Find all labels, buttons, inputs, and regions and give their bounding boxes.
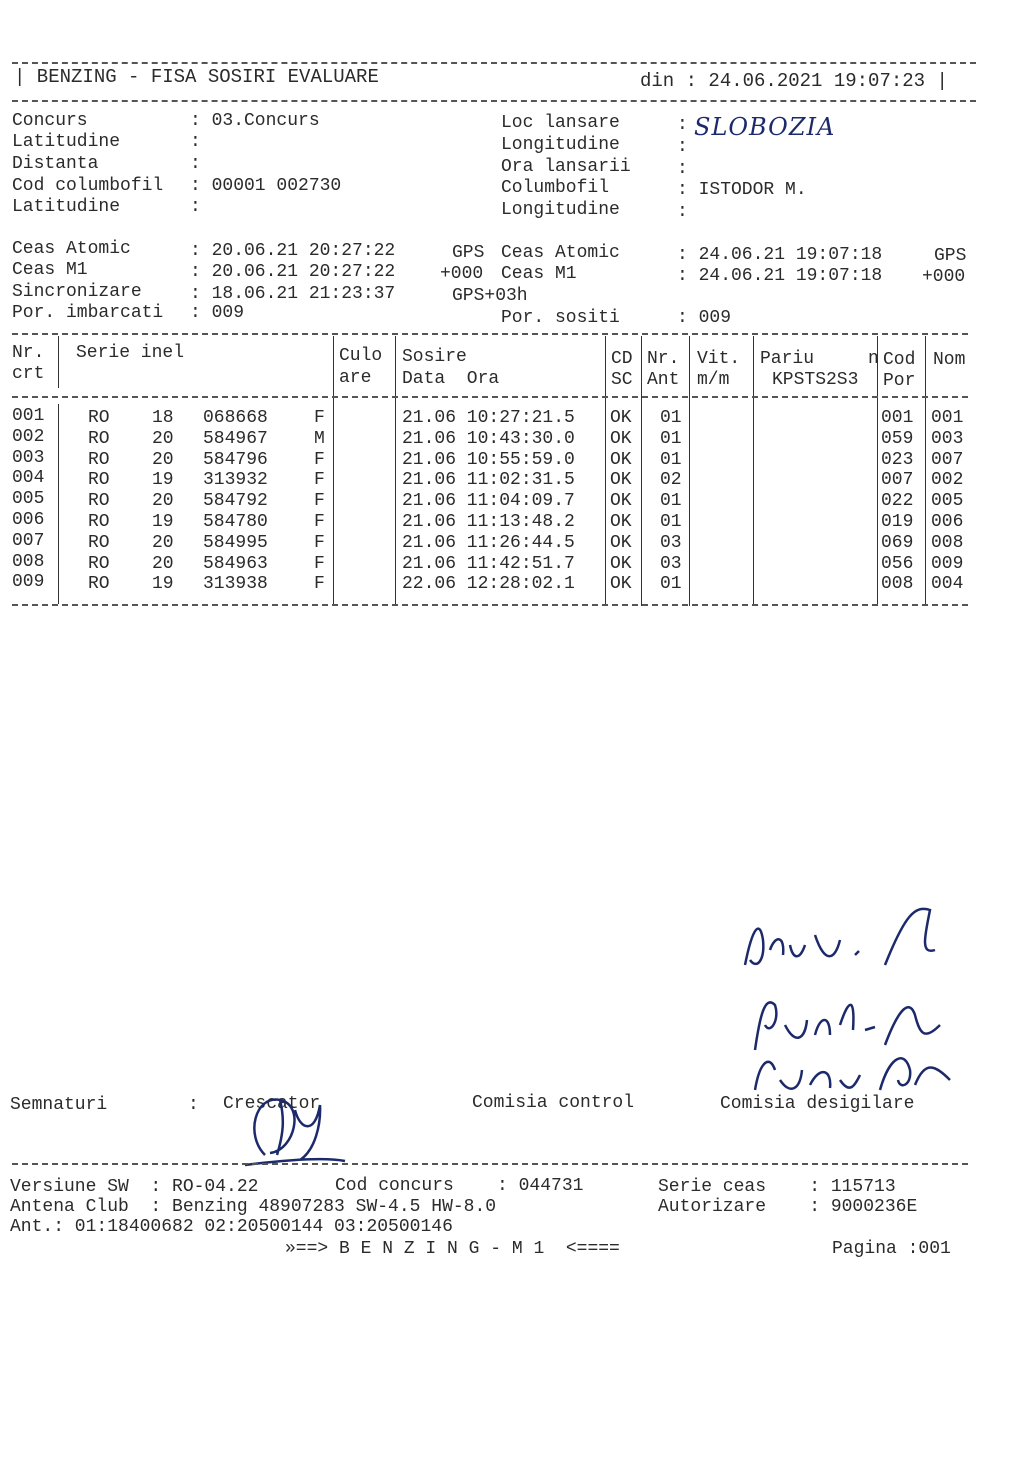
row-ring: 584792 [203,491,268,512]
info-label: Distanta [12,154,99,174]
row-year: 20 [152,553,174,574]
clock-label: Por. sositi [501,308,620,328]
info-value: : [677,137,688,157]
info-label: Latitudine [12,197,121,217]
header-top-rule [12,62,976,64]
footer-cod-concurs: Cod concurs : 044731 [335,1176,584,1196]
col-separator [925,336,926,606]
row-cod-por: 007 [881,470,914,491]
row-arrival: 21.06 10:27:21.5 [402,408,575,428]
row-ring: 584963 [203,553,268,574]
clock-value: : 18.06.21 21:23:37 [190,284,396,304]
clock-suffix: +000 [922,267,966,287]
clock-suffix: GPS [934,246,967,266]
row-arrival: 21.06 10:43:30.0 [402,428,575,449]
row-antenna: 01 [660,408,682,428]
info-label: Cod columbofil [12,176,164,196]
header-sosire-1: Sosire [402,347,467,367]
table-top-rule [12,333,968,335]
row-arrival: 22.06 12:28:02.1 [402,574,575,595]
info-label: Loc lansare [501,113,620,133]
header-cdsc-1: CD [611,349,633,369]
row-cod-por: 059 [881,428,914,449]
clock-value: : 009 [190,303,245,323]
clock-value: : 24.06.21 19:07:18 [677,245,883,265]
info-value: : [190,154,201,174]
row-nom: 007 [931,449,964,470]
row-nr: 008 [12,551,45,572]
header-pariu-1: Pariu n [760,349,879,369]
col-separator [395,336,396,606]
col-separator [689,336,690,606]
header-nr-2: crt [12,364,45,384]
header-culoare-1: Culo [339,346,383,366]
row-antenna: 01 [660,574,682,595]
col-separator [877,336,878,606]
info-label: Columbofil [501,178,610,198]
committee-signature-3 [740,1040,960,1100]
row-country: RO [88,449,110,470]
row-antenna: 03 [660,532,682,553]
row-year: 20 [152,491,174,512]
row-cdsc: OK [610,408,632,428]
report-title: | BENZING - FISA SOSIRI EVALUARE [14,66,379,88]
clock-label: Por. imbarcati [12,303,164,323]
row-country: RO [88,532,110,553]
clock-label: Ceas M1 [501,264,577,284]
info-value: : [677,115,688,135]
col-separator [605,336,606,606]
clock-suffix: GPS [452,243,485,263]
crescator-label: Crescator [223,1094,321,1114]
row-cod-por: 001 [881,408,914,428]
col-separator [641,336,642,606]
row-country: RO [88,428,110,449]
row-sex: F [314,449,325,470]
info-label: Concurs [12,111,88,131]
header-nom: Nom [933,350,966,370]
row-cod-por: 069 [881,532,914,553]
row-year: 20 [152,428,174,449]
header-nrant-2: Ant [647,370,680,390]
info-label: Latitudine [12,132,121,152]
clock-value: : 20.06.21 20:27:22 [190,241,396,261]
row-cod-por: 023 [881,449,914,470]
row-cdsc: OK [610,532,632,553]
row-year: 20 [152,449,174,470]
row-ring: 584995 [203,532,268,553]
info-value: : ISTODOR M. [677,180,807,200]
col-separator [753,336,754,606]
row-antenna: 02 [660,470,682,491]
row-ring: 584780 [203,512,268,532]
footer-page: Pagina :001 [832,1239,951,1259]
row-arrival: 21.06 11:04:09.7 [402,491,575,512]
clock-suffix: GPS+03h [452,286,528,306]
row-cod-por: 022 [881,491,914,512]
clock-label: Ceas Atomic [12,239,131,259]
footer-version: Versiune SW : RO-04.22 [10,1177,259,1197]
row-sex: F [314,512,325,532]
row-sex: M [314,428,325,449]
comisia-control-label: Comisia control [472,1093,635,1113]
footer-rule [12,1163,968,1165]
row-cdsc: OK [610,512,632,532]
loc-lansare-handwritten: SLOBOZIA [694,113,836,141]
footer-serie-ceas: Serie ceas : 115713 [658,1177,896,1197]
row-nom: 003 [931,428,964,449]
row-nr: 004 [12,468,45,489]
row-cdsc: OK [610,574,632,595]
row-sex: F [314,574,325,595]
row-sex: F [314,553,325,574]
footer-antennas: Ant.: 01:18400682 02:20500144 03:20500146 [10,1217,453,1237]
row-ring: 313938 [203,574,268,595]
col-separator [58,404,59,604]
row-ring: 068668 [203,408,268,428]
footer-antena-club: Antena Club : Benzing 48907283 SW-4.5 HW-8.0 [10,1197,497,1217]
committee-signature-1 [735,905,955,975]
clock-label: Ceas Atomic [501,243,620,263]
row-nr: 007 [12,530,45,551]
report-date: din : 24.06.2021 19:07:23 | [640,70,948,92]
col-separator [333,336,334,606]
clock-value: : 20.06.21 20:27:22 [190,262,396,282]
row-sex: F [314,408,325,428]
row-country: RO [88,512,110,532]
row-nom: 006 [931,512,964,532]
clock-value: : 009 [677,308,732,328]
row-nr: 006 [12,510,45,530]
row-arrival: 21.06 11:26:44.5 [402,532,575,553]
row-country: RO [88,574,110,595]
header-culoare-2: are [339,368,372,388]
info-label: Longitudine [501,135,620,155]
info-value: : [190,132,201,152]
row-antenna: 01 [660,491,682,512]
signatures-colon: : [188,1095,199,1115]
info-value: : 03.Concurs [190,111,320,131]
row-arrival: 21.06 11:13:48.2 [402,512,575,532]
row-country: RO [88,491,110,512]
row-country: RO [88,470,110,491]
row-year: 19 [152,512,174,532]
row-nom: 009 [931,553,964,574]
row-cdsc: OK [610,470,632,491]
info-value: : 00001 002730 [190,176,342,196]
row-nr: 005 [12,489,45,510]
row-antenna: 01 [660,449,682,470]
row-nr: 003 [12,447,45,468]
row-antenna: 01 [660,512,682,532]
row-arrival: 21.06 10:55:59.0 [402,449,575,470]
header-nr-1: Nr. [12,343,45,363]
row-cdsc: OK [610,449,632,470]
header-vit-2: m/m [697,370,730,390]
row-nr: 001 [12,406,45,426]
header-bottom-rule [12,100,976,102]
info-value: : [677,202,688,222]
row-cod-por: 008 [881,574,914,595]
row-arrival: 21.06 11:02:31.5 [402,470,575,491]
comisia-desigilare-label: Comisia desigilare [720,1094,915,1114]
header-codpor-1: Cod [883,350,916,370]
crescator-signature [225,1075,355,1175]
row-nom: 001 [931,408,964,428]
row-nom: 004 [931,574,964,595]
row-sex: F [314,470,325,491]
row-ring: 313932 [203,470,268,491]
clock-label: Sincronizare [12,282,142,302]
clock-label: Ceas M1 [12,260,88,280]
clock-suffix: +000 [440,264,484,284]
row-year: 20 [152,532,174,553]
row-country: RO [88,553,110,574]
footer-banner: »==> B E N Z I N G - M 1 <==== [285,1239,620,1259]
info-value: : [677,159,688,179]
row-arrival: 21.06 11:42:51.7 [402,553,575,574]
info-label: Ora lansarii [501,157,631,177]
header-pariu-2: KPSTS2S3 [772,370,859,390]
row-nom: 002 [931,470,964,491]
row-cdsc: OK [610,553,632,574]
row-year: 18 [152,408,174,428]
row-year: 19 [152,574,174,595]
header-vit-1: Vit. [697,349,741,369]
header-nrant-1: Nr. [647,349,680,369]
signatures-label: Semnaturi [10,1095,108,1115]
table-bottom-rule [12,604,968,606]
row-year: 19 [152,470,174,491]
header-sosire-2: Data Ora [402,369,500,389]
row-nom: 008 [931,532,964,553]
info-label: Longitudine [501,200,620,220]
clock-value: : 24.06.21 19:07:18 [677,266,883,286]
row-cdsc: OK [610,491,632,512]
header-cdsc-2: SC [611,370,633,390]
row-cod-por: 056 [881,553,914,574]
info-value: : [190,197,201,217]
row-sex: F [314,491,325,512]
row-cod-por: 019 [881,512,914,532]
row-cdsc: OK [610,428,632,449]
footer-autorizare: Autorizare : 9000236E [658,1197,918,1217]
row-country: RO [88,408,110,428]
row-ring: 584796 [203,449,268,470]
row-nr: 002 [12,426,45,447]
col-separator [58,336,59,388]
table-header-rule [12,396,968,398]
header-serie: Serie inel [76,343,185,363]
row-ring: 584967 [203,428,268,449]
row-sex: F [314,532,325,553]
row-antenna: 01 [660,428,682,449]
row-nr: 009 [12,572,45,593]
row-antenna: 03 [660,553,682,574]
header-codpor-2: Por [883,371,916,391]
row-nom: 005 [931,491,964,512]
